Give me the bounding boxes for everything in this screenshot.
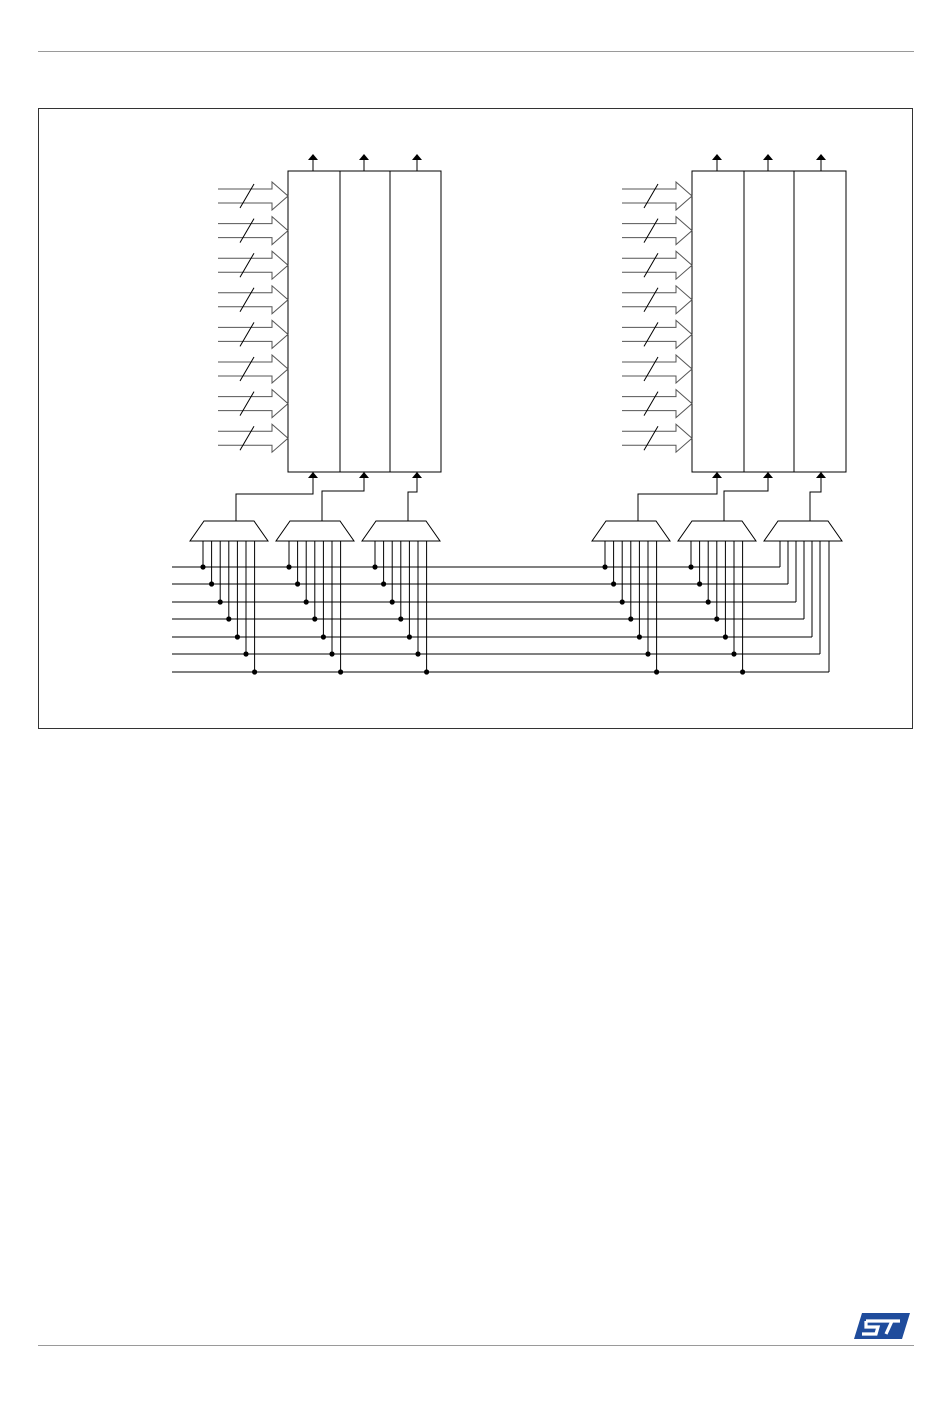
left-mux-output-3	[408, 478, 417, 521]
left-mux-output-2	[322, 478, 364, 521]
left-mux-2	[276, 521, 354, 541]
left-output-arrow-2	[359, 154, 369, 160]
left-output-arrow-3	[412, 154, 422, 160]
footer-rule	[38, 1345, 914, 1346]
left-junction-dot	[243, 651, 248, 656]
left-junction-dot	[209, 581, 214, 586]
right-input-bus-slash	[644, 219, 658, 243]
left-junction-dot	[304, 599, 309, 604]
right-output-arrow-1	[712, 154, 722, 160]
right-mux-output-3	[810, 478, 821, 521]
left-junction-dot	[200, 564, 205, 569]
right-junction-dot	[654, 669, 659, 674]
right-block-input-arrow-2	[763, 472, 773, 478]
left-junction-dot	[218, 599, 223, 604]
right-mux-output-2	[724, 478, 768, 521]
left-junction-dot	[321, 634, 326, 639]
right-junction-dot	[697, 581, 702, 586]
left-junction-dot	[390, 599, 395, 604]
left-mux-1	[190, 521, 268, 541]
right-mux-1	[592, 521, 670, 541]
right-junction-dot	[628, 616, 633, 621]
right-mux-output-1	[638, 478, 717, 521]
left-junction-dot	[398, 616, 403, 621]
right-input-bus-slash	[644, 426, 658, 450]
left-input-bus-slash	[240, 426, 254, 450]
right-junction-dot	[620, 599, 625, 604]
left-block-input-arrow-2	[359, 472, 369, 478]
left-junction-dot	[312, 616, 317, 621]
right-block-input-arrow-3	[816, 472, 826, 478]
right-junction-dot	[645, 651, 650, 656]
left-block-input-arrow-3	[412, 472, 422, 478]
right-input-bus-slash	[644, 392, 658, 416]
right-input-bus-slash	[644, 288, 658, 312]
left-junction-dot	[424, 669, 429, 674]
right-junction-dot	[688, 564, 693, 569]
right-input-bus-slash	[644, 184, 658, 208]
right-junction-dot	[740, 669, 745, 674]
left-junction-dot	[226, 616, 231, 621]
left-input-bus-slash	[240, 219, 254, 243]
left-block	[288, 171, 441, 472]
right-mux-2	[678, 521, 756, 541]
right-block	[692, 171, 846, 472]
left-input-bus-slash	[240, 392, 254, 416]
left-input-bus-slash	[240, 184, 254, 208]
right-input-bus-slash	[644, 357, 658, 381]
right-junction-dot	[706, 599, 711, 604]
right-junction-dot	[637, 634, 642, 639]
left-input-bus-slash	[240, 322, 254, 346]
left-mux-output-1	[236, 478, 313, 521]
left-junction-dot	[415, 651, 420, 656]
left-junction-dot	[286, 564, 291, 569]
left-input-bus-slash	[240, 288, 254, 312]
right-junction-dot	[714, 616, 719, 621]
right-junction-dot	[731, 651, 736, 656]
right-output-arrow-2	[763, 154, 773, 160]
left-junction-dot	[372, 564, 377, 569]
left-input-bus-slash	[240, 253, 254, 277]
left-junction-dot	[329, 651, 334, 656]
right-junction-dot	[723, 634, 728, 639]
right-junction-dot	[602, 564, 607, 569]
right-input-bus-slash	[644, 322, 658, 346]
left-junction-dot	[338, 669, 343, 674]
left-junction-dot	[252, 669, 257, 674]
right-output-arrow-3	[816, 154, 826, 160]
right-junction-dot	[611, 581, 616, 586]
left-block-input-arrow-1	[308, 472, 318, 478]
right-input-bus-slash	[644, 253, 658, 277]
left-junction-dot	[407, 634, 412, 639]
left-junction-dot	[295, 581, 300, 586]
left-junction-dot	[381, 581, 386, 586]
right-block-input-arrow-1	[712, 472, 722, 478]
st-logo-icon	[852, 1311, 910, 1341]
left-junction-dot	[235, 634, 240, 639]
left-input-bus-slash	[240, 357, 254, 381]
right-mux-3	[764, 521, 842, 541]
left-output-arrow-1	[308, 154, 318, 160]
left-mux-3	[362, 521, 440, 541]
